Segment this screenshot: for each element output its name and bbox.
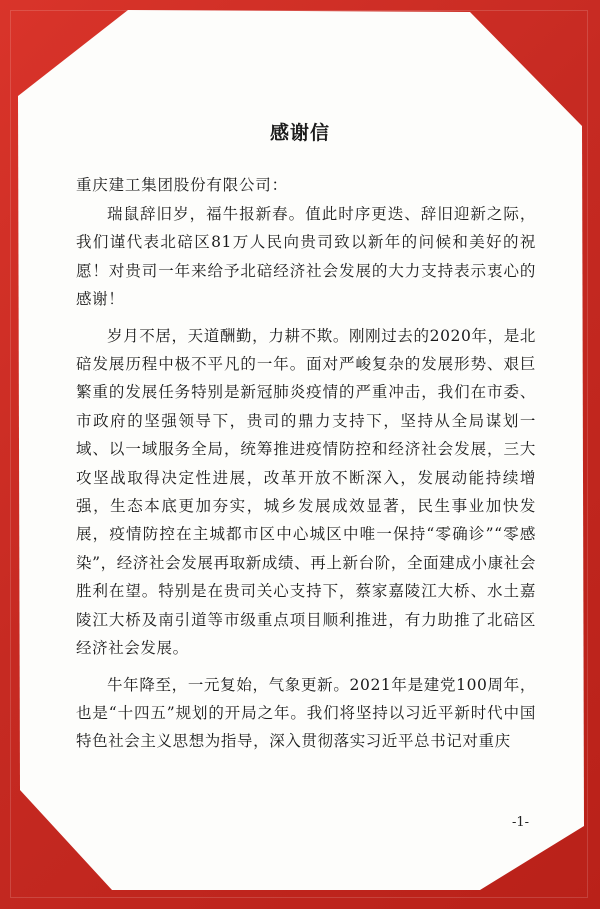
letter-body: [76, 200, 536, 764]
paragraph-3: 牛年降至，一元复始，气象更新。2021年是建党100周年，也是“十四五”规划的开局之年。我们将坚持以习近平新时代中国特色社会主义思想为指导，深入贯彻落实习近平总书记对重庆: [76, 675, 536, 751]
letter-title: 感谢信: [269, 122, 330, 144]
paragraph-2: 岁月不居，天道酬勤，力耕不欺。刚刚过去的2020年，是北碚发展历程中极不平凡的一年。面对严峻复杂的发展形势、艰巨繁重的发展任务特别是新冠肺炎疫情的严重冲击，我们在市委、市政府的坚强领导下，贵司的鼎力支持下，坚持从全局谋划一域、以一域服务全局，统筹推进疫情防控和经济社会发展，三大攻坚战取得决定性进展，改革开放不断深入，发展动能持续增强，生态本底更加夯实，城乡发展成效显著，民生事业加快发展，疫情防控在主城都市区中心城区中唯一保持“零确诊”“零感染”，经济社会发展再取新成绩、再上新台阶，全面建成小康社会胜利在望。特别是在贵司关心支持下，蔡家嘉陵江大桥、水土嘉陵江大桥及南引道等市级重点项目顺利推进，有力助推了北碚区经济社会发展。: [76, 326, 536, 658]
paragraph-1: 瑞鼠辞旧岁，福牛报新春。值此时序更迭、辞旧迎新之际，我们谨代表北碚区81万人民向贵司致以新年的问候和美好的祝愿！对贵司一年来给予北碚经济社会发展的大力支持表示衷心的感谢！: [76, 205, 536, 309]
page-number: -1-: [512, 815, 530, 830]
letter-addressee: 重庆建工集团股份有限公司：: [76, 176, 288, 194]
